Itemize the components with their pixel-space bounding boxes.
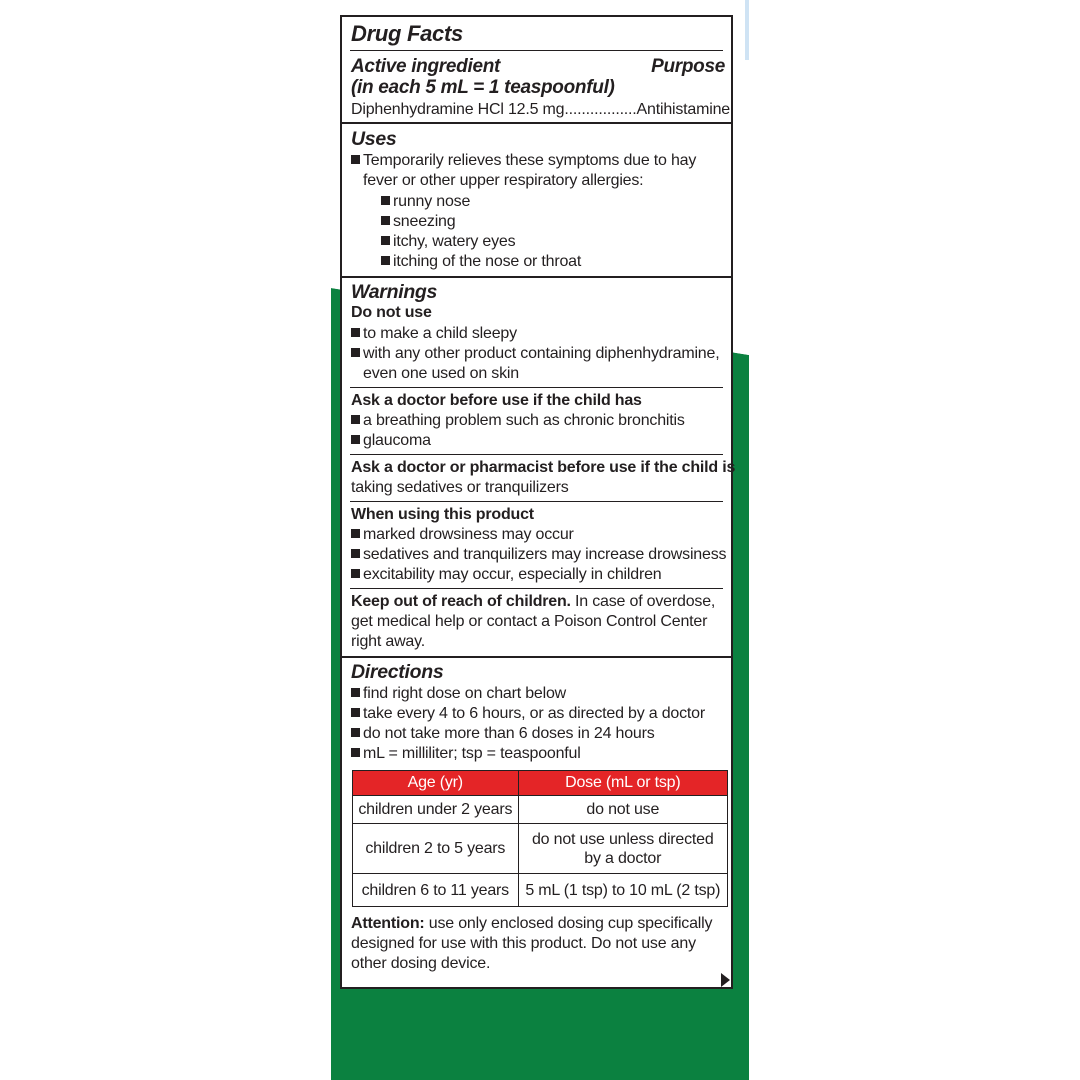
directions-divider: [342, 656, 731, 658]
dose-cell: [518, 824, 727, 874]
list-item: a breathing problem such as chronic bronchitis: [363, 412, 685, 429]
active-ingredient-line: Diphenhydramine HCl 12.5 mg.................Antihistamine: [351, 101, 730, 118]
do-not-use-item-1: [351, 324, 517, 344]
panel-title: Drug Facts: [351, 21, 463, 46]
uses-heading: Uses: [351, 128, 397, 150]
do-not-use-heading: Do not use: [351, 304, 432, 321]
list-item: do not take more than 6 doses in 24 hours: [363, 725, 655, 742]
uses-intro-line-2: fever or other upper respiratory allergies:: [363, 172, 644, 189]
age-cell: children 6 to 11 years: [353, 874, 519, 907]
warnings-divider: [342, 276, 731, 278]
header-age: Age (yr): [353, 771, 519, 796]
dose-cell: do not use: [518, 796, 727, 824]
continue-arrow-icon: [721, 973, 730, 987]
attention-line-3: other dosing device.: [351, 955, 491, 972]
list-item: mL = milliliter; tsp = teaspoonful: [363, 745, 581, 762]
list-item: excitability may occur, especially in children: [363, 566, 662, 583]
uses-divider: [342, 122, 731, 124]
list-item: take every 4 to 6 hours, or as directed by a doctor: [363, 705, 705, 722]
header-dose: Dose (mL or tsp): [518, 771, 727, 796]
active-ingredient-subheading: (in each 5 mL = 1 teaspoonful): [351, 77, 615, 98]
age-cell: children 2 to 5 years: [353, 824, 519, 874]
ask-doctor-item-2: [351, 431, 431, 451]
active-ingredient-heading: Active ingredient: [351, 56, 501, 77]
list-item: to make a child sleepy: [363, 325, 517, 342]
dosing-table: [352, 770, 728, 907]
table-row: [353, 824, 728, 874]
list-item: marked drowsiness may occur: [363, 526, 574, 543]
keep-out-line-1: [351, 592, 715, 612]
dosing-table-header: [353, 771, 728, 796]
keep-out-line-3: right away.: [351, 633, 425, 650]
when-using-item-2: [351, 545, 726, 565]
package-edge: [745, 0, 749, 60]
list-item: itching of the nose or throat: [393, 253, 582, 270]
directions-item-4: [351, 744, 581, 764]
uses-item-itching-nose: [381, 252, 581, 272]
when-using-rule: [350, 501, 723, 502]
dose-cell: 5 mL (1 tsp) to 10 mL (2 tsp): [518, 874, 727, 907]
directions-item-1: [351, 684, 566, 704]
dose-line-2: by a doctor: [584, 849, 662, 867]
uses-item-sneezing: [381, 212, 455, 232]
do-not-use-item-2-cont: even one used on skin: [363, 365, 519, 382]
when-using-heading: When using this product: [351, 506, 534, 523]
list-item: sedatives and tranquilizers may increase drowsiness: [363, 546, 727, 563]
attention-bold: Attention:: [351, 915, 425, 932]
title-rule: [350, 50, 723, 51]
list-item: with any other product containing diphenhydramine,: [363, 345, 720, 362]
purpose-heading: Purpose: [651, 56, 725, 77]
list-item: glaucoma: [363, 432, 431, 449]
table-row: [353, 796, 728, 824]
when-using-item-1: [351, 525, 574, 545]
dose-line-1: do not use unless directed: [531, 830, 714, 848]
table-row: [353, 874, 728, 907]
uses-intro: [351, 151, 696, 171]
when-using-item-3: [351, 565, 662, 585]
ask-doctor-item-1: [351, 411, 685, 431]
list-item: sneezing: [393, 213, 456, 230]
ask-pharmacist-rule: [350, 454, 723, 455]
attention-line-2: designed for use with this product. Do not use any: [351, 935, 696, 952]
warnings-heading: Warnings: [351, 281, 438, 303]
directions-item-2: [351, 704, 705, 724]
ask-pharmacist-heading: Ask a doctor or pharmacist before use if the child is: [351, 459, 736, 476]
uses-item-runny-nose: [381, 192, 470, 212]
do-not-use-item-2: [351, 344, 719, 364]
ask-doctor-heading: Ask a doctor before use if the child has: [351, 392, 642, 409]
attention-rest: use only enclosed dosing cup specifically: [424, 915, 713, 932]
keep-out-rule: [350, 588, 723, 589]
attention-line-1: [351, 914, 712, 934]
directions-item-3: [351, 724, 655, 744]
list-item: itchy, watery eyes: [393, 233, 516, 250]
directions-heading: Directions: [351, 661, 444, 683]
uses-item-itchy-eyes: [381, 232, 515, 252]
uses-intro-line-1: Temporarily relieves these symptoms due to hay: [363, 152, 697, 169]
list-item: find right dose on chart below: [363, 685, 567, 702]
ask-doctor-rule: [350, 387, 723, 388]
ask-pharmacist-text: taking sedatives or tranquilizers: [351, 479, 569, 496]
keep-out-rest: In case of overdose,: [570, 593, 716, 610]
list-item: runny nose: [393, 193, 471, 210]
age-cell: children under 2 years: [353, 796, 519, 824]
keep-out-line-2: get medical help or contact a Poison Control Center: [351, 613, 708, 630]
keep-out-bold: Keep out of reach of children.: [351, 593, 571, 610]
drug-facts-panel: [340, 15, 736, 989]
